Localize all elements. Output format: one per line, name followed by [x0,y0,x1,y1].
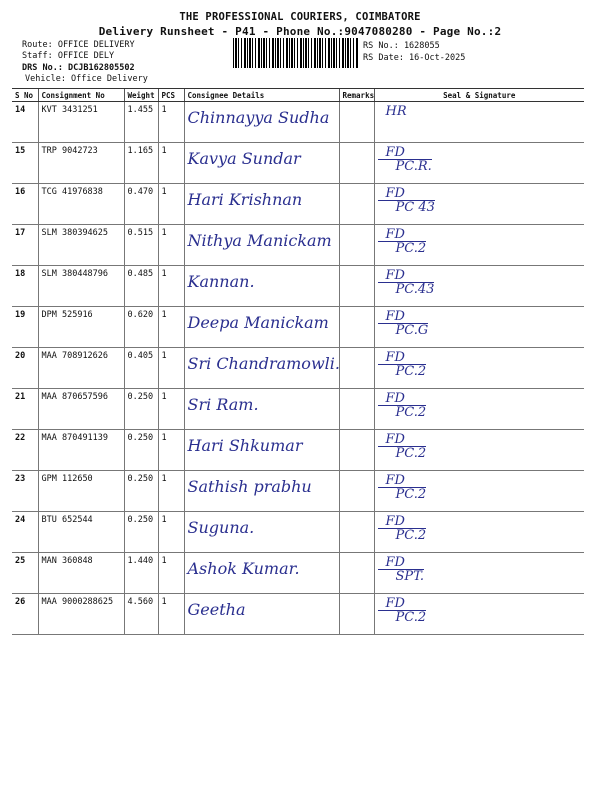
seal-mark: FD [385,596,405,611]
consignee-signature: Hari Krishnan [187,190,303,209]
seal-mark: FD [385,514,405,529]
seal-note: PC.2 [378,241,427,255]
route-label: Route: OFFICE DELIVERY [22,40,135,50]
row-seal-cell [374,594,584,635]
row-remarks [339,225,374,266]
row-consignment: GPM 112650 [38,471,124,512]
row-consignee-cell [184,471,339,512]
row-sno: 18 [12,266,38,307]
row-remarks [339,102,374,143]
row-seal-cell [374,143,584,184]
row-weight: 0.515 [124,225,158,266]
row-consignee-cell [184,430,339,471]
row-consignee-cell [184,348,339,389]
row-seal-cell [374,512,584,553]
consignee-signature: Kavya Sundar [187,149,301,168]
row-weight: 1.455 [124,102,158,143]
row-consignment: TRP 9042723 [38,143,124,184]
table-row [12,553,584,594]
col-weight: Weight [124,89,158,102]
consignee-signature: Ashok Kumar. [187,559,300,578]
row-consignment: MAA 9000288625 [38,594,124,635]
seal-mark: FD [385,473,405,488]
row-weight: 0.405 [124,348,158,389]
row-seal-cell [374,102,584,143]
row-consignee-cell [184,184,339,225]
row-consignment: TCG 41976838 [38,184,124,225]
row-seal-cell [374,471,584,512]
row-sno: 19 [12,307,38,348]
row-pcs: 1 [158,184,184,225]
consignee-signature: Hari Shkumar [187,436,303,455]
col-consignee: Consignee Details [184,89,339,102]
seal-mark: FD [385,309,405,324]
row-consignment: MAA 708912626 [38,348,124,389]
row-consignee-cell [184,266,339,307]
seal-mark: FD [385,350,405,365]
col-seal: Seal & Signature [374,89,584,102]
row-sno: 23 [12,471,38,512]
barcode [233,38,358,68]
col-remarks: Remarks [339,89,374,102]
row-seal-cell [374,184,584,225]
runsheet-table [12,88,584,635]
row-pcs: 1 [158,348,184,389]
table-row [12,430,584,471]
row-consignee-cell [184,389,339,430]
company-title: THE PROFESSIONAL COURIERS, COIMBATORE [179,11,421,23]
table-row [12,266,584,307]
row-sno: 15 [12,143,38,184]
consignee-signature: Kannan. [187,272,255,291]
seal-note: PC.43 [378,282,435,296]
runsheet-subtitle: Delivery Runsheet - P41 - Phone No.:9047080280 - Page No.:2 [98,25,502,38]
row-pcs: 1 [158,553,184,594]
row-sno: 16 [12,184,38,225]
row-consignment: SLM 380394625 [38,225,124,266]
seal-note: PC.2 [378,446,427,460]
row-seal-cell [374,389,584,430]
seal-note: PC.R. [378,159,432,173]
seal-mark: HR [385,104,407,119]
row-remarks [339,430,374,471]
seal-mark: FD [385,555,405,570]
row-weight: 0.250 [124,389,158,430]
seal-note: PC.2 [378,610,427,624]
row-consignment: MAA 870657596 [38,389,124,430]
col-pcs: PCS [158,89,184,102]
row-consignment: DPM 525916 [38,307,124,348]
row-consignee-cell [184,143,339,184]
seal-note: PC 43 [378,200,435,214]
seal-mark: FD [385,391,405,406]
col-consignment: Consignment No [38,89,124,102]
row-seal-cell [374,348,584,389]
seal-note: PC.2 [378,364,427,378]
vehicle-label: Vehicle: Office Delivery [25,74,148,84]
staff-label: Staff: OFFICE DELY [22,51,115,61]
row-remarks [339,348,374,389]
row-remarks [339,143,374,184]
row-pcs: 1 [158,430,184,471]
table-row [12,143,584,184]
row-remarks [339,471,374,512]
row-remarks [339,307,374,348]
table-row [12,348,584,389]
row-seal-cell [374,307,584,348]
row-pcs: 1 [158,594,184,635]
seal-note: SPT. [378,569,425,583]
row-weight: 1.440 [124,553,158,594]
row-weight: 0.250 [124,512,158,553]
row-remarks [339,512,374,553]
row-seal-cell [374,553,584,594]
row-sno: 26 [12,594,38,635]
row-consignee-cell [184,307,339,348]
consignee-signature: Sathish prabhu [187,477,312,496]
row-pcs: 1 [158,143,184,184]
seal-note: PC.2 [378,528,427,542]
row-consignment: SLM 380448796 [38,266,124,307]
row-weight: 0.485 [124,266,158,307]
row-seal-cell [374,266,584,307]
table-row [12,102,584,143]
row-consignment: MAA 870491139 [38,430,124,471]
rs-date: RS Date: 16-Oct-2025 [363,53,466,63]
row-sno: 21 [12,389,38,430]
row-consignee-cell [184,225,339,266]
consignee-signature: Suguna. [187,518,255,537]
seal-note: PC.G [378,323,429,337]
row-remarks [339,389,374,430]
row-remarks [339,553,374,594]
table-row [12,471,584,512]
seal-note: PC.2 [378,405,427,419]
table-row [12,389,584,430]
col-sno: S No [12,89,38,102]
row-remarks [339,184,374,225]
row-weight: 4.560 [124,594,158,635]
row-consignee-cell [184,553,339,594]
row-consignment: BTU 652544 [38,512,124,553]
seal-mark: FD [385,145,405,160]
table-header-row [12,89,584,102]
row-pcs: 1 [158,389,184,430]
row-sno: 25 [12,553,38,594]
row-consignee-cell [184,512,339,553]
row-consignment: KVT 3431251 [38,102,124,143]
row-pcs: 1 [158,307,184,348]
table-row [12,307,584,348]
seal-mark: FD [385,186,405,201]
row-weight: 0.470 [124,184,158,225]
consignee-signature: Sri Chandramowli. [187,354,340,373]
table-row [12,512,584,553]
row-pcs: 1 [158,471,184,512]
seal-mark: FD [385,268,405,283]
row-pcs: 1 [158,225,184,266]
row-consignee-cell [184,102,339,143]
row-sno: 24 [12,512,38,553]
row-remarks [339,266,374,307]
row-weight: 1.165 [124,143,158,184]
row-consignment: MAN 360848 [38,553,124,594]
seal-mark: FD [385,227,405,242]
row-weight: 0.250 [124,471,158,512]
consignee-signature: Geetha [187,600,246,619]
rs-number: RS No.: 1628055 [363,41,440,51]
row-pcs: 1 [158,512,184,553]
drs-number: DRS No.: DCJB162805502 [22,63,135,73]
table-row [12,225,584,266]
row-consignee-cell [184,594,339,635]
row-pcs: 1 [158,266,184,307]
table-row [12,594,584,635]
row-sno: 14 [12,102,38,143]
row-weight: 0.250 [124,430,158,471]
consignee-signature: Nithya Manickam [187,231,332,250]
consignee-signature: Chinnayya Sudha [187,108,330,127]
row-seal-cell [374,225,584,266]
row-pcs: 1 [158,102,184,143]
table-row [12,184,584,225]
row-sno: 17 [12,225,38,266]
consignee-signature: Sri Ram. [187,395,259,414]
row-sno: 22 [12,430,38,471]
consignee-signature: Deepa Manickam [187,313,329,332]
row-sno: 20 [12,348,38,389]
seal-note: PC.2 [378,487,427,501]
row-remarks [339,594,374,635]
seal-mark: FD [385,432,405,447]
row-seal-cell [374,430,584,471]
row-weight: 0.620 [124,307,158,348]
